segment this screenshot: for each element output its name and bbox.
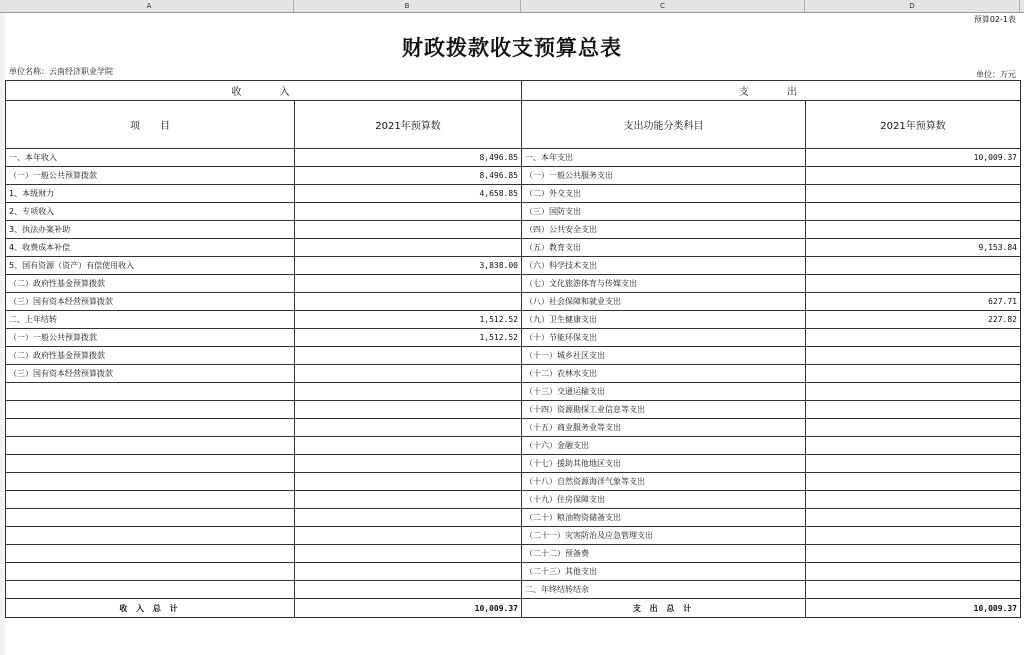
- expense-value-cell[interactable]: [806, 347, 1021, 365]
- section-header-row: [6, 81, 1021, 101]
- income-item-cell[interactable]: 一、本年收入: [6, 149, 295, 167]
- expense-value-cell[interactable]: [806, 473, 1021, 491]
- column-header-b[interactable]: B: [294, 0, 521, 12]
- income-item-cell[interactable]: [6, 581, 295, 599]
- income-value-cell[interactable]: [295, 347, 522, 365]
- income-item-cell[interactable]: [6, 437, 295, 455]
- income-item-cell[interactable]: [6, 527, 295, 545]
- expense-value-cell[interactable]: [806, 167, 1021, 185]
- table-row: [6, 563, 1021, 581]
- expense-value-cell[interactable]: [806, 365, 1021, 383]
- income-item-cell[interactable]: [6, 545, 295, 563]
- expense-total-value[interactable]: 10,009.37: [806, 599, 1021, 618]
- expense-item-cell[interactable]: 一、本年支出: [522, 149, 806, 167]
- income-value-cell[interactable]: [295, 383, 522, 401]
- expense-item-cell[interactable]: （十）节能环保支出: [522, 329, 806, 347]
- expense-item-cell[interactable]: （十八）自然资源海洋气象等支出: [522, 473, 806, 491]
- table-row: [6, 185, 1021, 203]
- income-value-cell[interactable]: 4,658.85: [295, 185, 522, 203]
- income-item-cell[interactable]: [6, 401, 295, 419]
- expense-item-cell[interactable]: （二）外交支出: [522, 185, 806, 203]
- expense-item-cell[interactable]: （十七）援助其他地区支出: [522, 455, 806, 473]
- table-row: [6, 545, 1021, 563]
- expense-item-cell[interactable]: （十三）交通运输支出: [522, 383, 806, 401]
- expense-item-cell[interactable]: （三）国防支出: [522, 203, 806, 221]
- income-value-cell[interactable]: 1,512.52: [295, 311, 522, 329]
- budget-table: [5, 80, 1021, 618]
- income-value-cell[interactable]: [295, 419, 522, 437]
- expense-item-cell[interactable]: （十一）城乡社区支出: [522, 347, 806, 365]
- expense-value-cell[interactable]: [806, 203, 1021, 221]
- expense-value-cell[interactable]: [806, 527, 1021, 545]
- income-budget-header[interactable]: 2021年预算数: [295, 101, 522, 149]
- column-header-a[interactable]: A: [5, 0, 294, 12]
- income-item-cell[interactable]: [6, 509, 295, 527]
- column-header-c[interactable]: C: [521, 0, 805, 12]
- column-title-row: [6, 101, 1021, 149]
- expense-item-cell[interactable]: （二十三）其他支出: [522, 563, 806, 581]
- table-row: [6, 239, 1021, 257]
- unit-name: 单位名称：云南经济职业学院: [9, 67, 113, 76]
- income-value-cell[interactable]: [295, 437, 522, 455]
- table-row: [6, 365, 1021, 383]
- form-number: 预算02-1表: [973, 15, 1016, 24]
- table-row: [6, 437, 1021, 455]
- table-row: [6, 509, 1021, 527]
- expense-item-cell[interactable]: （七）文化旅游体育与传媒支出: [522, 275, 806, 293]
- table-row: [6, 419, 1021, 437]
- table-row: [6, 167, 1021, 185]
- column-header-d[interactable]: D: [805, 0, 1020, 12]
- income-item-cell[interactable]: （一）一般公共预算拨款: [6, 329, 295, 347]
- table-row: [6, 347, 1021, 365]
- income-item-cell[interactable]: [6, 563, 295, 581]
- table-row: [6, 527, 1021, 545]
- income-item-cell[interactable]: [6, 455, 295, 473]
- expense-value-cell[interactable]: [806, 383, 1021, 401]
- income-item-cell[interactable]: （三）国有资本经营预算拨款: [6, 365, 295, 383]
- income-item-cell[interactable]: （二）政府性基金预算拨款: [6, 275, 295, 293]
- expense-value-cell[interactable]: [806, 221, 1021, 239]
- income-value-cell[interactable]: 8,496.85: [295, 149, 522, 167]
- expense-value-cell[interactable]: [806, 437, 1021, 455]
- table-row: [6, 581, 1021, 599]
- income-value-cell[interactable]: [295, 401, 522, 419]
- income-item-cell[interactable]: 5、国有资源（资产）有偿使用收入: [6, 257, 295, 275]
- expense-item-cell[interactable]: （十九）住房保障支出: [522, 491, 806, 509]
- table-row: [6, 455, 1021, 473]
- income-item-cell[interactable]: 二、上年结转: [6, 311, 295, 329]
- expense-value-cell[interactable]: [806, 509, 1021, 527]
- expense-value-cell[interactable]: [806, 329, 1021, 347]
- currency-unit: 单位：万元: [976, 70, 1016, 79]
- table-row: [6, 473, 1021, 491]
- income-value-cell[interactable]: [295, 275, 522, 293]
- income-item-cell[interactable]: [6, 491, 295, 509]
- income-value-cell[interactable]: [295, 509, 522, 527]
- table-row: [6, 329, 1021, 347]
- expense-value-cell[interactable]: [806, 419, 1021, 437]
- income-value-cell[interactable]: [295, 365, 522, 383]
- expense-item-cell[interactable]: （八）社会保障和就业支出: [522, 293, 806, 311]
- expense-total-label[interactable]: 支 出 总 计: [522, 599, 806, 618]
- expense-item-cell[interactable]: （二十一）灾害防治及应急管理支出: [522, 527, 806, 545]
- expense-value-cell[interactable]: 227.82: [806, 311, 1021, 329]
- income-value-cell[interactable]: [295, 239, 522, 257]
- expense-value-cell[interactable]: 9,153.84: [806, 239, 1021, 257]
- item-header[interactable]: 项 目: [6, 101, 295, 149]
- income-value-cell[interactable]: [295, 293, 522, 311]
- expense-value-cell[interactable]: [806, 581, 1021, 599]
- income-item-cell[interactable]: [6, 473, 295, 491]
- income-value-cell[interactable]: 3,838.00: [295, 257, 522, 275]
- expense-value-cell[interactable]: [806, 275, 1021, 293]
- income-value-cell[interactable]: [295, 545, 522, 563]
- expense-item-cell[interactable]: （一）一般公共服务支出: [522, 167, 806, 185]
- table-row: [6, 383, 1021, 401]
- income-value-cell[interactable]: [295, 563, 522, 581]
- income-value-cell[interactable]: [295, 491, 522, 509]
- income-item-cell[interactable]: （一）一般公共预算拨款: [6, 167, 295, 185]
- income-value-cell[interactable]: [295, 203, 522, 221]
- expense-item-header[interactable]: 支出功能分类科目: [522, 101, 806, 149]
- table-row: [6, 203, 1021, 221]
- income-total-value[interactable]: 10,009.37: [295, 599, 522, 618]
- expense-value-cell[interactable]: [806, 257, 1021, 275]
- table-row: [6, 149, 1021, 167]
- column-header-bar: [0, 0, 1024, 13]
- table-row: [6, 257, 1021, 275]
- expense-item-cell[interactable]: （二十二）预备费: [522, 545, 806, 563]
- expense-item-cell[interactable]: （五）教育支出: [522, 239, 806, 257]
- table-row: [6, 311, 1021, 329]
- table-row: [6, 491, 1021, 509]
- expense-value-cell[interactable]: [806, 563, 1021, 581]
- expense-item-cell[interactable]: （六）科学技术支出: [522, 257, 806, 275]
- expense-item-cell[interactable]: （十四）资源勘探工业信息等支出: [522, 401, 806, 419]
- table-row: [6, 275, 1021, 293]
- page-title: 财政拨款收支预算总表: [402, 35, 622, 60]
- income-item-cell[interactable]: 3、执法办案补助: [6, 221, 295, 239]
- income-value-cell[interactable]: [295, 527, 522, 545]
- expense-section-header[interactable]: 支 出: [522, 81, 1021, 101]
- expense-value-cell[interactable]: 627.71: [806, 293, 1021, 311]
- expense-value-cell[interactable]: [806, 455, 1021, 473]
- income-item-cell[interactable]: [6, 383, 295, 401]
- expense-value-cell[interactable]: 10,009.37: [806, 149, 1021, 167]
- income-value-cell[interactable]: [295, 455, 522, 473]
- income-total-label[interactable]: 收 入 总 计: [6, 599, 295, 618]
- table-row: [6, 401, 1021, 419]
- expense-value-cell[interactable]: [806, 185, 1021, 203]
- expense-item-cell[interactable]: （四）公共安全支出: [522, 221, 806, 239]
- income-item-cell[interactable]: [6, 419, 295, 437]
- income-item-cell[interactable]: （三）国有资本经营预算拨款: [6, 293, 295, 311]
- totals-row: [6, 599, 1021, 618]
- expense-value-cell[interactable]: [806, 545, 1021, 563]
- table-row: [6, 293, 1021, 311]
- income-section-header[interactable]: 收 入: [6, 81, 522, 101]
- income-item-cell[interactable]: 4、收费成本补偿: [6, 239, 295, 257]
- expense-item-cell[interactable]: 二、年终结转结余: [522, 581, 806, 599]
- income-value-cell[interactable]: 1,512.52: [295, 329, 522, 347]
- income-item-cell[interactable]: （二）政府性基金预算拨款: [6, 347, 295, 365]
- expense-value-cell[interactable]: [806, 401, 1021, 419]
- income-item-cell[interactable]: 2、专项收入: [6, 203, 295, 221]
- income-value-cell[interactable]: [295, 221, 522, 239]
- income-value-cell[interactable]: 8,496.85: [295, 167, 522, 185]
- expense-item-cell[interactable]: （十六）金融支出: [522, 437, 806, 455]
- income-item-cell[interactable]: 1、本级财力: [6, 185, 295, 203]
- table-row: [6, 221, 1021, 239]
- expense-item-cell[interactable]: （九）卫生健康支出: [522, 311, 806, 329]
- income-value-cell[interactable]: [295, 473, 522, 491]
- expense-item-cell[interactable]: （二十）粮油物资储备支出: [522, 509, 806, 527]
- expense-value-cell[interactable]: [806, 491, 1021, 509]
- income-value-cell[interactable]: [295, 581, 522, 599]
- expense-budget-header[interactable]: 2021年预算数: [806, 101, 1021, 149]
- expense-item-cell[interactable]: （十二）农林水支出: [522, 365, 806, 383]
- expense-item-cell[interactable]: （十五）商业服务业等支出: [522, 419, 806, 437]
